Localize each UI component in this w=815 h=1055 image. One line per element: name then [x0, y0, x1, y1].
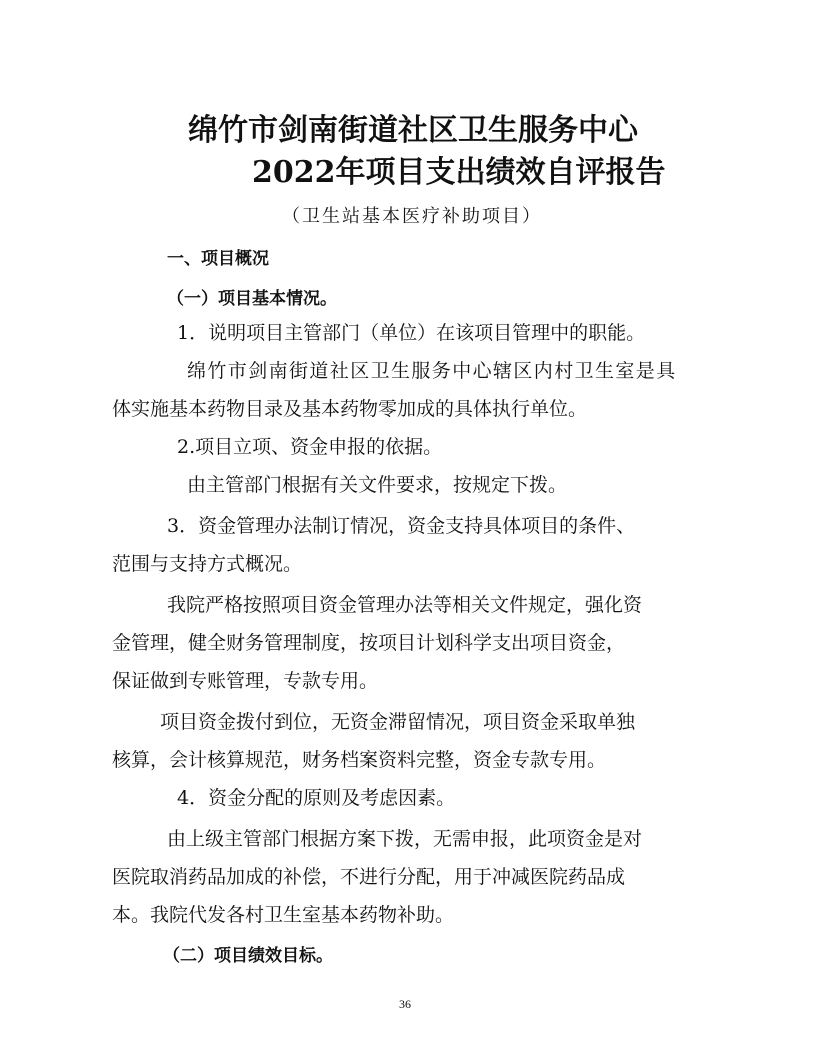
subsection-heading-1: （一）项目基本情况。 [167, 289, 337, 309]
paragraph-5-line-3: 本。我院代发各村卫生室基本药物补助。 [112, 904, 455, 926]
item-2: 2.项目立项、资金申报的依据。 [177, 436, 443, 458]
paragraph-5-line-2: 医院取消药品加成的补偿，不进行分配，用于冲减医院药品成 [112, 866, 626, 888]
paragraph-3-line-3: 保证做到专账管理，专款专用。 [112, 670, 379, 692]
paragraph-2: 由主管部门根据有关文件要求，按规定下拨。 [187, 474, 568, 496]
page-number: 36 [399, 997, 411, 1011]
paragraph-3-line-2: 金管理，健全财务管理制度，按项目计划科学支出项目资金， [112, 632, 626, 654]
item-3-line-1: 3．资金管理办法制订情况，资金支持具体项目的条件、 [167, 515, 636, 537]
paragraph-3-line-1: 我院严格按照项目资金管理办法等相关文件规定，强化资 [167, 594, 643, 616]
title-line-1: 绵竹市剑南街道社区卫生服务中心 [188, 113, 638, 148]
item-4: 4．资金分配的原则及考虑因素。 [177, 787, 456, 809]
item-3-line-2: 范围与支持方式概况。 [112, 553, 303, 575]
subtitle: （卫生站基本医疗补助项目） [282, 206, 542, 227]
title-line-2: 2022年项目支出绩效自评报告 [252, 155, 666, 190]
paragraph-1-line-2: 体实施基本药物目录及基本药物零加成的具体执行单位。 [112, 398, 588, 420]
paragraph-5-line-1: 由上级主管部门根据方案下拨，无需申报，此项资金是对 [167, 828, 643, 850]
subsection-heading-2: （二）项目绩效目标。 [163, 946, 333, 966]
section-heading-1: 一、项目概况 [167, 249, 269, 269]
paragraph-4-line-2: 核算，会计核算规范，财务档案资料完整，资金专款专用。 [112, 749, 607, 771]
paragraph-1-line-1: 绵竹市剑南街道社区卫生服务中心辖区内村卫生室是具 [187, 360, 677, 382]
item-1: 1．说明项目主管部门（单位）在该项目管理中的职能。 [177, 322, 646, 344]
paragraph-4-line-1: 项目资金拨付到位，无资金滞留情况，项目资金采取单独 [160, 711, 636, 733]
